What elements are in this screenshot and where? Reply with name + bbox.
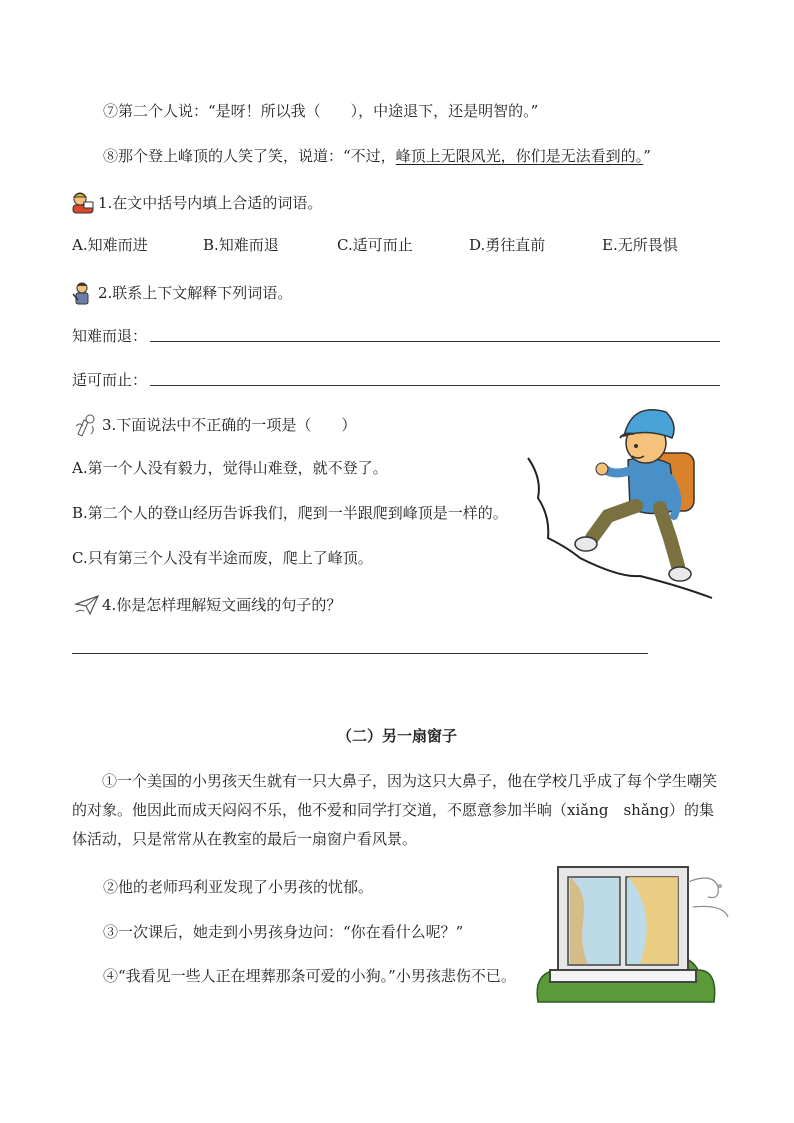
student-icon (70, 190, 96, 216)
paper-plane-icon (74, 592, 100, 618)
question-1-title (70, 190, 322, 216)
paragraph-8-start: ⑧那个登上峰顶的人笑了笑，说道：“不过， (103, 147, 396, 165)
paragraph-8-end: ” (643, 147, 651, 165)
paragraph-8 (103, 146, 651, 166)
term-1-label: 知难而退： (72, 327, 148, 345)
option-e: E.无所畏惧 (602, 236, 678, 254)
option-d: D.勇往直前 (469, 236, 546, 254)
story-2-paragraph-4: ④“我看见一些人正在埋葬那条可爱的小狗。”小男孩悲伤不已。 (103, 967, 516, 985)
option-c: C.适可而止 (337, 236, 413, 254)
term-2-label: 适可而止： (72, 371, 148, 389)
pencil-sketch-icon (74, 412, 100, 438)
section-2-title: （二）另一扇窗子 (336, 727, 457, 745)
question-3-option-c: C.只有第三个人没有半途而废，爬上了峰顶。 (72, 549, 373, 567)
underlined-sentence: 峰顶上无限风光，你们是无法看到的。 (395, 147, 644, 165)
question-4-text: 4.你是怎样理解短文画线的句子的？ (102, 596, 342, 614)
question-3-title (74, 412, 356, 438)
story-2-paragraph-3: ③一次课后，她走到小男孩身边问：“你在看什么呢？” (103, 923, 464, 941)
question-4-title (74, 592, 341, 618)
story-2-paragraph-2: ②他的老师玛利亚发现了小男孩的忧郁。 (103, 878, 374, 896)
paragraph-7: ⑦第二个人说：“是呀！所以我（ ），中途退下，还是明智的。” (103, 102, 539, 120)
option-a: A.知难而进 (72, 236, 148, 254)
question-3-text: 3.下面说法中不正确的一项是（ ） (102, 416, 357, 434)
option-b: B.知难而退 (203, 236, 279, 254)
question-2-text: 2.联系上下文解释下列词语。 (98, 284, 293, 302)
story-2-paragraph-1: ①一个美国的小男孩天生就有一只大鼻子，因为这只大鼻子，他在学校几乎成了每个学生嘲笑的对象。他因此而成天闷闷不乐，他不爱和同学打交道，不愿意参加半晌（xiǎng shǎng）的集体活动，只是常常从在教室的最后一扇窗户看风景。 (72, 772, 718, 848)
hiker-illustration (520, 398, 720, 603)
question-3-option-b: B.第二个人的登山经历告诉我们，爬到一半跟爬到峰顶是一样的。 (72, 504, 508, 522)
teacher-icon (70, 280, 96, 306)
answer-line-question-4[interactable] (72, 653, 648, 654)
question-2-title (70, 280, 292, 306)
window-illustration (528, 852, 743, 1012)
answer-line-term-2[interactable] (150, 385, 720, 386)
answer-line-term-1[interactable] (150, 341, 720, 342)
question-1-text: 1.在文中括号内填上合适的词语。 (98, 194, 323, 212)
question-3-option-a: A.第一个人没有毅力，觉得山难登，就不登了。 (72, 459, 388, 477)
